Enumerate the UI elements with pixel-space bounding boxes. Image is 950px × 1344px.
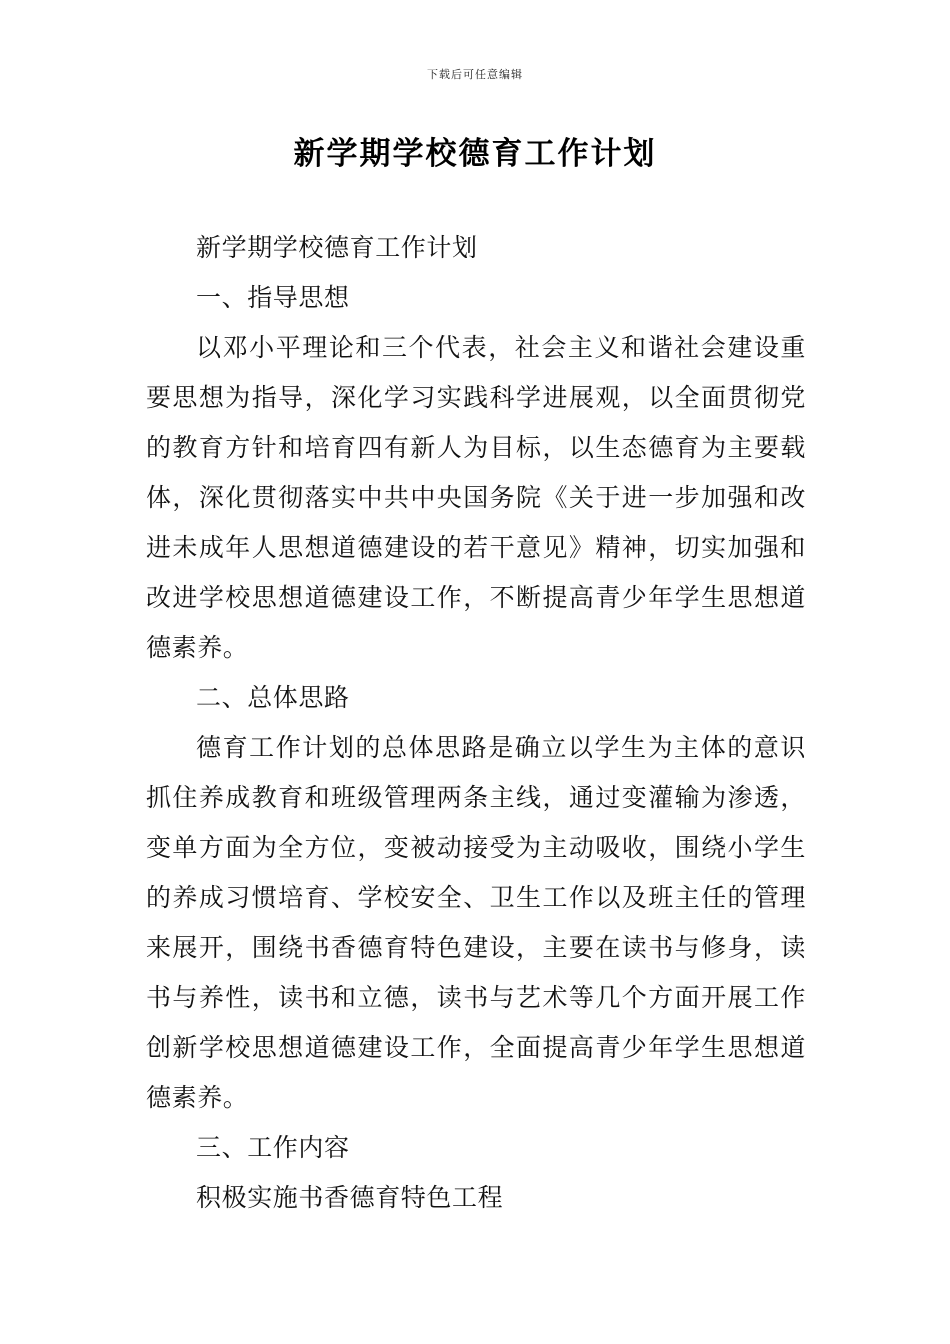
document-title: 新学期学校德育工作计划 (293, 136, 657, 172)
paragraph-guiding-thought: 以邓小平理论和三个代表，社会主义和谐社会建设重要思想为指导，深化学习实践科学进展观，以全面贯彻党的教育方针和培育四有新人为目标，以生态德育为主要载体，深化贯彻落实中共中央国务院《关于进一步加强和改进未成年人思想道德建设的若干意见》精神，切实加强和改进学校思想道德建设工作，不断提高青少年学生思想道德素养。 (146, 333, 806, 662)
section-heading-guiding-thought: 一、指导思想 (196, 283, 350, 312)
section-heading-overall-approach: 二、总体思路 (196, 683, 350, 712)
paragraph-subtitle: 新学期学校德育工作计划 (196, 233, 478, 262)
paragraph-work-content: 积极实施书香德育特色工程 (196, 1183, 504, 1212)
paragraph-overall-approach: 德育工作计划的总体思路是确立以学生为主体的意识抓住养成教育和班级管理两条主线，通过变灌输为渗透，变单方面为全方位，变被动接受为主动吸收，围绕小学生的养成习惯培育、学校安全、卫生工作以及班主任的管理来展开，围绕书香德育特色建设，主要在读书与修身，读书与养性，读书和立德，读书与艺术等几个方面开展工作创新学校思想道德建设工作，全面提高青少年学生思想道德素养。 (146, 733, 806, 1112)
header-note: 下载后可任意编辑 (427, 68, 523, 81)
section-heading-work-content: 三、工作内容 (196, 1133, 350, 1162)
document-body (146, 223, 806, 1223)
